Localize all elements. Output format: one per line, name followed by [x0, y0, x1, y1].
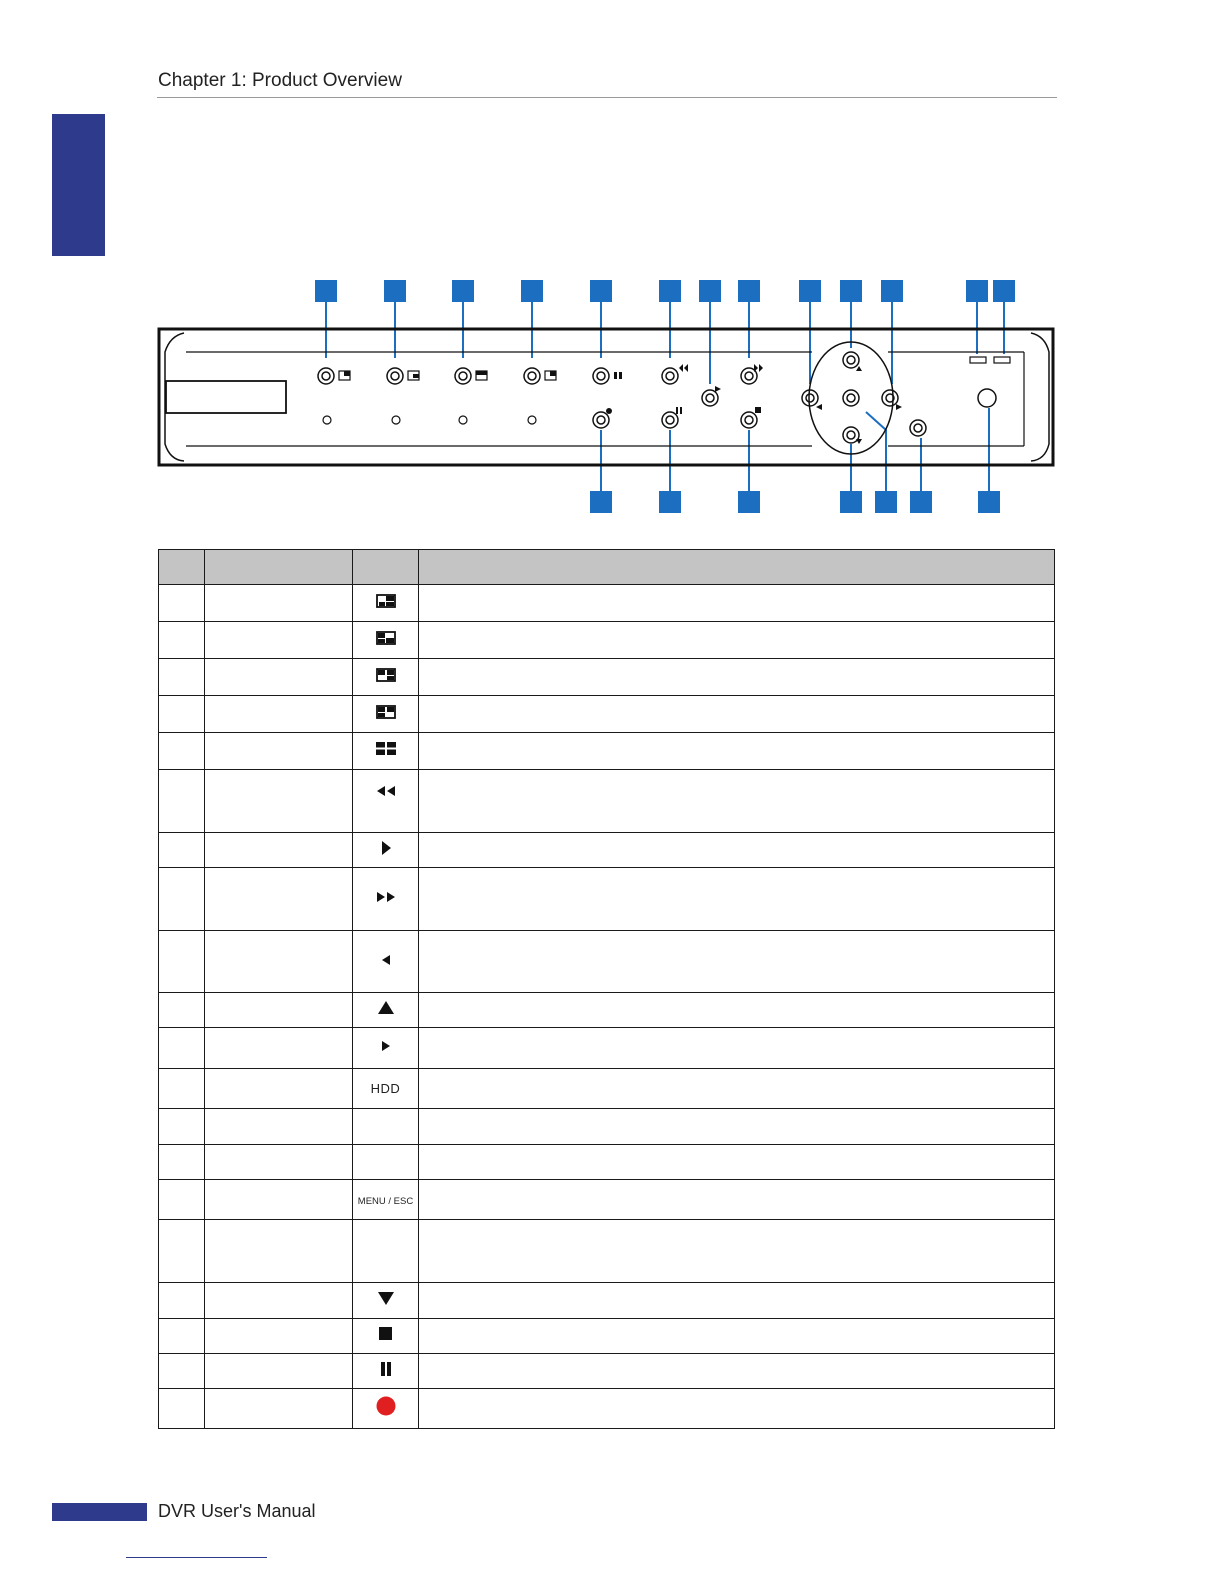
table-header-row	[159, 550, 1055, 585]
layout-1-icon	[376, 594, 396, 608]
table-row	[159, 585, 1055, 622]
arrow-down-icon	[378, 1292, 394, 1305]
record-icon	[376, 1396, 396, 1416]
chapter-title: Chapter 1: Product Overview	[158, 70, 402, 91]
arrow-left-icon	[381, 954, 391, 966]
table-row	[159, 770, 1055, 833]
table-row	[159, 622, 1055, 659]
footer-manual-title: DVR User's Manual	[158, 1501, 316, 1521]
header-description	[419, 550, 1055, 585]
layout-4-icon	[376, 705, 396, 719]
callout-markers	[315, 280, 1015, 513]
table-row	[159, 733, 1055, 770]
panel-buttons	[318, 352, 996, 443]
table-row	[159, 1028, 1055, 1069]
fast-forward-icon	[375, 891, 397, 903]
stop-icon	[379, 1327, 392, 1340]
layout-2-icon	[376, 631, 396, 645]
table-row	[159, 1354, 1055, 1389]
table-row	[159, 1109, 1055, 1145]
pause-icon	[380, 1362, 392, 1376]
menu-esc-label: MENU / ESC	[357, 1195, 414, 1207]
arrow-up-icon	[378, 1001, 394, 1014]
header-icon	[353, 550, 419, 585]
footer-underline	[126, 1557, 267, 1558]
dvr-front-panel-diagram	[0, 270, 1224, 530]
layout-3-icon	[376, 668, 396, 682]
status-leds	[323, 357, 1010, 424]
header-divider	[157, 97, 1057, 98]
button-spec-table	[158, 549, 1055, 1429]
table-row	[159, 1283, 1055, 1319]
table-row	[159, 833, 1055, 868]
table-row	[159, 868, 1055, 931]
table-row	[159, 1180, 1055, 1220]
chapter-side-tab	[52, 114, 105, 256]
header-name	[205, 550, 353, 585]
table-row	[159, 931, 1055, 993]
hdd-label: HDD	[370, 1080, 401, 1096]
table-row	[159, 1220, 1055, 1283]
table-row	[159, 1145, 1055, 1180]
table-row	[159, 696, 1055, 733]
table-row	[159, 993, 1055, 1028]
table-row	[159, 1389, 1055, 1429]
table-row	[159, 659, 1055, 696]
rewind-icon	[375, 785, 397, 797]
quad-view-icon	[376, 742, 396, 755]
play-icon	[380, 841, 392, 855]
footer-accent-bar	[52, 1503, 147, 1521]
table-row	[159, 1319, 1055, 1354]
arrow-right-icon	[381, 1040, 391, 1052]
header-number	[159, 550, 205, 585]
dvr-chassis	[159, 329, 1053, 465]
table-row	[159, 1069, 1055, 1109]
